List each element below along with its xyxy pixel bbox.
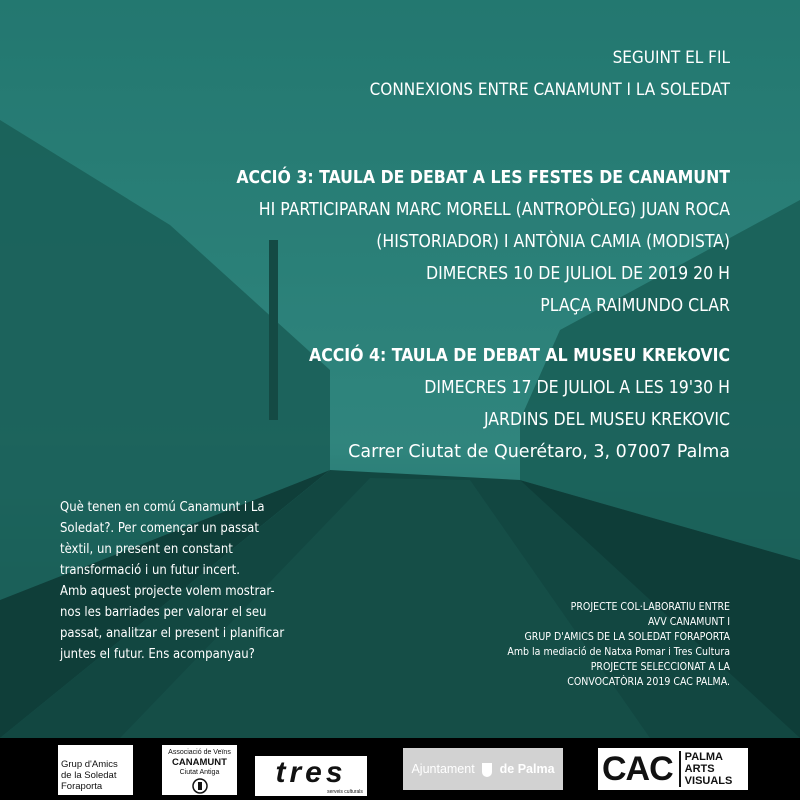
credits-line: CONVOCATÒRIA 2019 CAC PALMA. (567, 676, 730, 688)
credits-line: PROJECTE COL·LABORATIU ENTRE (570, 601, 730, 613)
tres-wordmark-icon (255, 756, 367, 796)
credits (507, 600, 730, 690)
intro-paragraph-2: Amb aquest projecte volem mostrar-nos les barriades per valorar el seu passat, analitzar el present i planificar juntes el futur. Ens acompanyau? (60, 584, 285, 662)
logo-text: Grup d'Amics (61, 759, 118, 770)
accio4-address: Carrer Ciutat de Querétaro, 3, 07007 Palma (348, 442, 730, 462)
header-line1: SEGUINT EL FIL (612, 48, 730, 68)
logo-text: Associació de Veïns (168, 749, 231, 756)
intro-text (60, 497, 290, 665)
header-line2: CONNEXIONS ENTRE CANAMUNT I LA SOLEDAT (369, 80, 730, 100)
logo-text: Foraporta (61, 781, 103, 792)
avv-canamunt-logo (162, 745, 237, 795)
credits-line: GRUP D'AMICS DE LA SOLEDAT FORAPORTA (524, 631, 730, 643)
intro-paragraph-1: Què tenen en comú Canamunt i La Soledat?. Per començar un passat tèxtil, un present en constant transformació i un futur incert. (60, 500, 265, 578)
accio3-title: ACCIÓ 3: TAULA DE DEBAT A LES FESTES DE CANAMUNT (236, 168, 730, 188)
accio4-date: DIMECRES 17 DE JULIOL A LES 19'30 H (424, 378, 730, 398)
logo-text: Ciutat Antiga (179, 769, 220, 776)
logo-text: CANAMUNT (172, 757, 227, 768)
cac-palma-logo (598, 748, 748, 790)
credits-line: Amb la mediació de Natxa Pomar i Tres Cultura (507, 646, 730, 658)
accio3-line2: (HISTORIADOR) I ANTÒNIA CAMIA (MODISTA) (376, 232, 730, 252)
accio4-block (309, 340, 730, 468)
tres-cultura-logo (255, 756, 367, 796)
tres-text: tres (275, 756, 347, 789)
tres-subtext: serveis culturals (327, 789, 363, 795)
cac-small-text (679, 751, 748, 787)
logo-text: CAC (602, 749, 673, 788)
logo-text: ARTS VISUALS (684, 763, 733, 787)
grup-amics-logo (58, 745, 133, 795)
credits-line: AVV CANAMUNT I (648, 616, 730, 628)
logo-text: PALMA (684, 751, 723, 763)
header (370, 44, 730, 104)
building-icon (189, 778, 211, 794)
accio3-date: DIMECRES 10 DE JULIOL DE 2019 20 H (425, 264, 730, 284)
logo-bar (0, 738, 800, 800)
logo-text: Ajuntament (411, 762, 475, 776)
logo-text: de la Soledat (61, 770, 117, 781)
credits-line: PROJECTE SELECCIONAT A LA (590, 661, 730, 673)
logo-text: de Palma (499, 762, 555, 776)
accio3-line1: HI PARTICIPARAN MARC MORELL (ANTROPÒLEG) JUAN ROCA (258, 200, 730, 220)
accio3-block (236, 162, 730, 322)
ajuntament-palma-logo (403, 748, 563, 790)
accio4-title: ACCIÓ 4: TAULA DE DEBAT AL MUSEU KREkOVIC (309, 346, 730, 366)
coat-of-arms-icon (482, 763, 492, 777)
accio4-place: JARDINS DEL MUSEU KREKOVIC (483, 410, 730, 430)
accio3-place: PLAÇA RAIMUNDO CLAR (540, 296, 730, 316)
